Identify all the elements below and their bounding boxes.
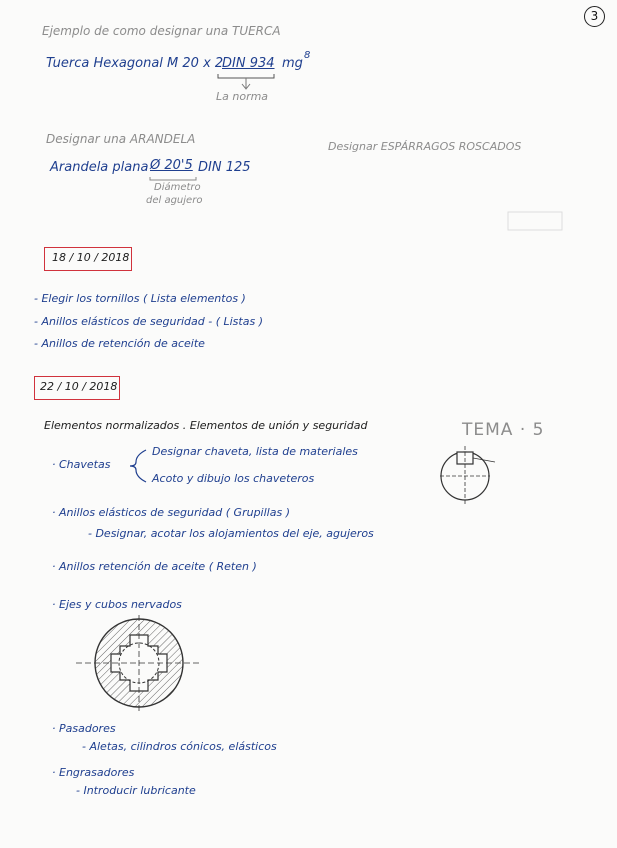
splined-shaft-sketch xyxy=(76,615,202,711)
anillos-elasticos-sub: - Designar, acotar los alojamientos del eje, agujeros xyxy=(88,527,374,540)
keyway-sketch xyxy=(440,446,495,506)
arandela-heading: Designar una ARANDELA xyxy=(46,132,196,146)
tema-label: TEMA · 5 xyxy=(462,420,545,440)
tuerca-suffix-sup: 8 xyxy=(304,50,311,61)
anillos-elasticos-label: · Anillos elásticos de seguridad ( Grupillas ) xyxy=(52,506,290,519)
arandela-line: Arandela plana xyxy=(50,160,149,175)
tuerca-heading: Ejemplo de como designar una TUERCA xyxy=(42,24,281,38)
diametro-bracket xyxy=(150,177,196,180)
norma-arrow xyxy=(242,78,250,89)
tuerca-suffix: mg xyxy=(282,56,303,71)
norma-bracket xyxy=(218,74,274,78)
list-1-item-2: - Anillos elásticos de seguridad - ( Listas ) xyxy=(34,315,263,328)
page-number: 3 xyxy=(584,6,605,27)
engrasadores-label: · Engrasadores xyxy=(52,766,135,779)
tuerca-norma: DIN 934 xyxy=(222,56,275,71)
anillos-retencion-label: · Anillos retención de aceite ( Reten ) xyxy=(52,560,257,573)
tuerca-note: La norma xyxy=(216,90,269,103)
ejes-label: · Ejes y cubos nervados xyxy=(52,598,182,611)
chavetas-label: · Chavetas xyxy=(52,458,111,471)
arandela-diameter: Ø 20'5 xyxy=(150,158,193,173)
chavetas-item-2: Acoto y dibujo los chaveteros xyxy=(152,472,315,485)
date-2: 22 / 10 / 2018 xyxy=(40,380,118,393)
section-title: Elementos normalizados . Elementos de unión y seguridad xyxy=(44,419,368,432)
date-1: 18 / 10 / 2018 xyxy=(52,251,130,264)
tuerca-line: Tuerca Hexagonal M 20 x 2 xyxy=(46,56,224,71)
list-1-item-1: - Elegir los tornillos ( Lista elementos ) xyxy=(34,292,246,305)
list-1-item-3: - Anillos de retención de aceite xyxy=(34,337,205,350)
arandela-note-2: del agujero xyxy=(146,195,203,206)
engrasadores-sub: - Introducir lubricante xyxy=(76,784,196,797)
pasadores-label: · Pasadores xyxy=(52,722,116,735)
ghost-box xyxy=(508,212,562,230)
chavetas-item-1: Designar chaveta, lista de materiales xyxy=(152,445,358,458)
arandela-note-1: Diámetro xyxy=(154,182,201,193)
chavetas-brace xyxy=(130,450,146,482)
pasadores-sub: - Aletas, cilindros cónicos, elásticos xyxy=(82,740,277,753)
arandela-din: DIN 125 xyxy=(198,160,251,175)
esparragos-heading: Designar ESPÁRRAGOS ROSCADOS xyxy=(328,140,522,153)
